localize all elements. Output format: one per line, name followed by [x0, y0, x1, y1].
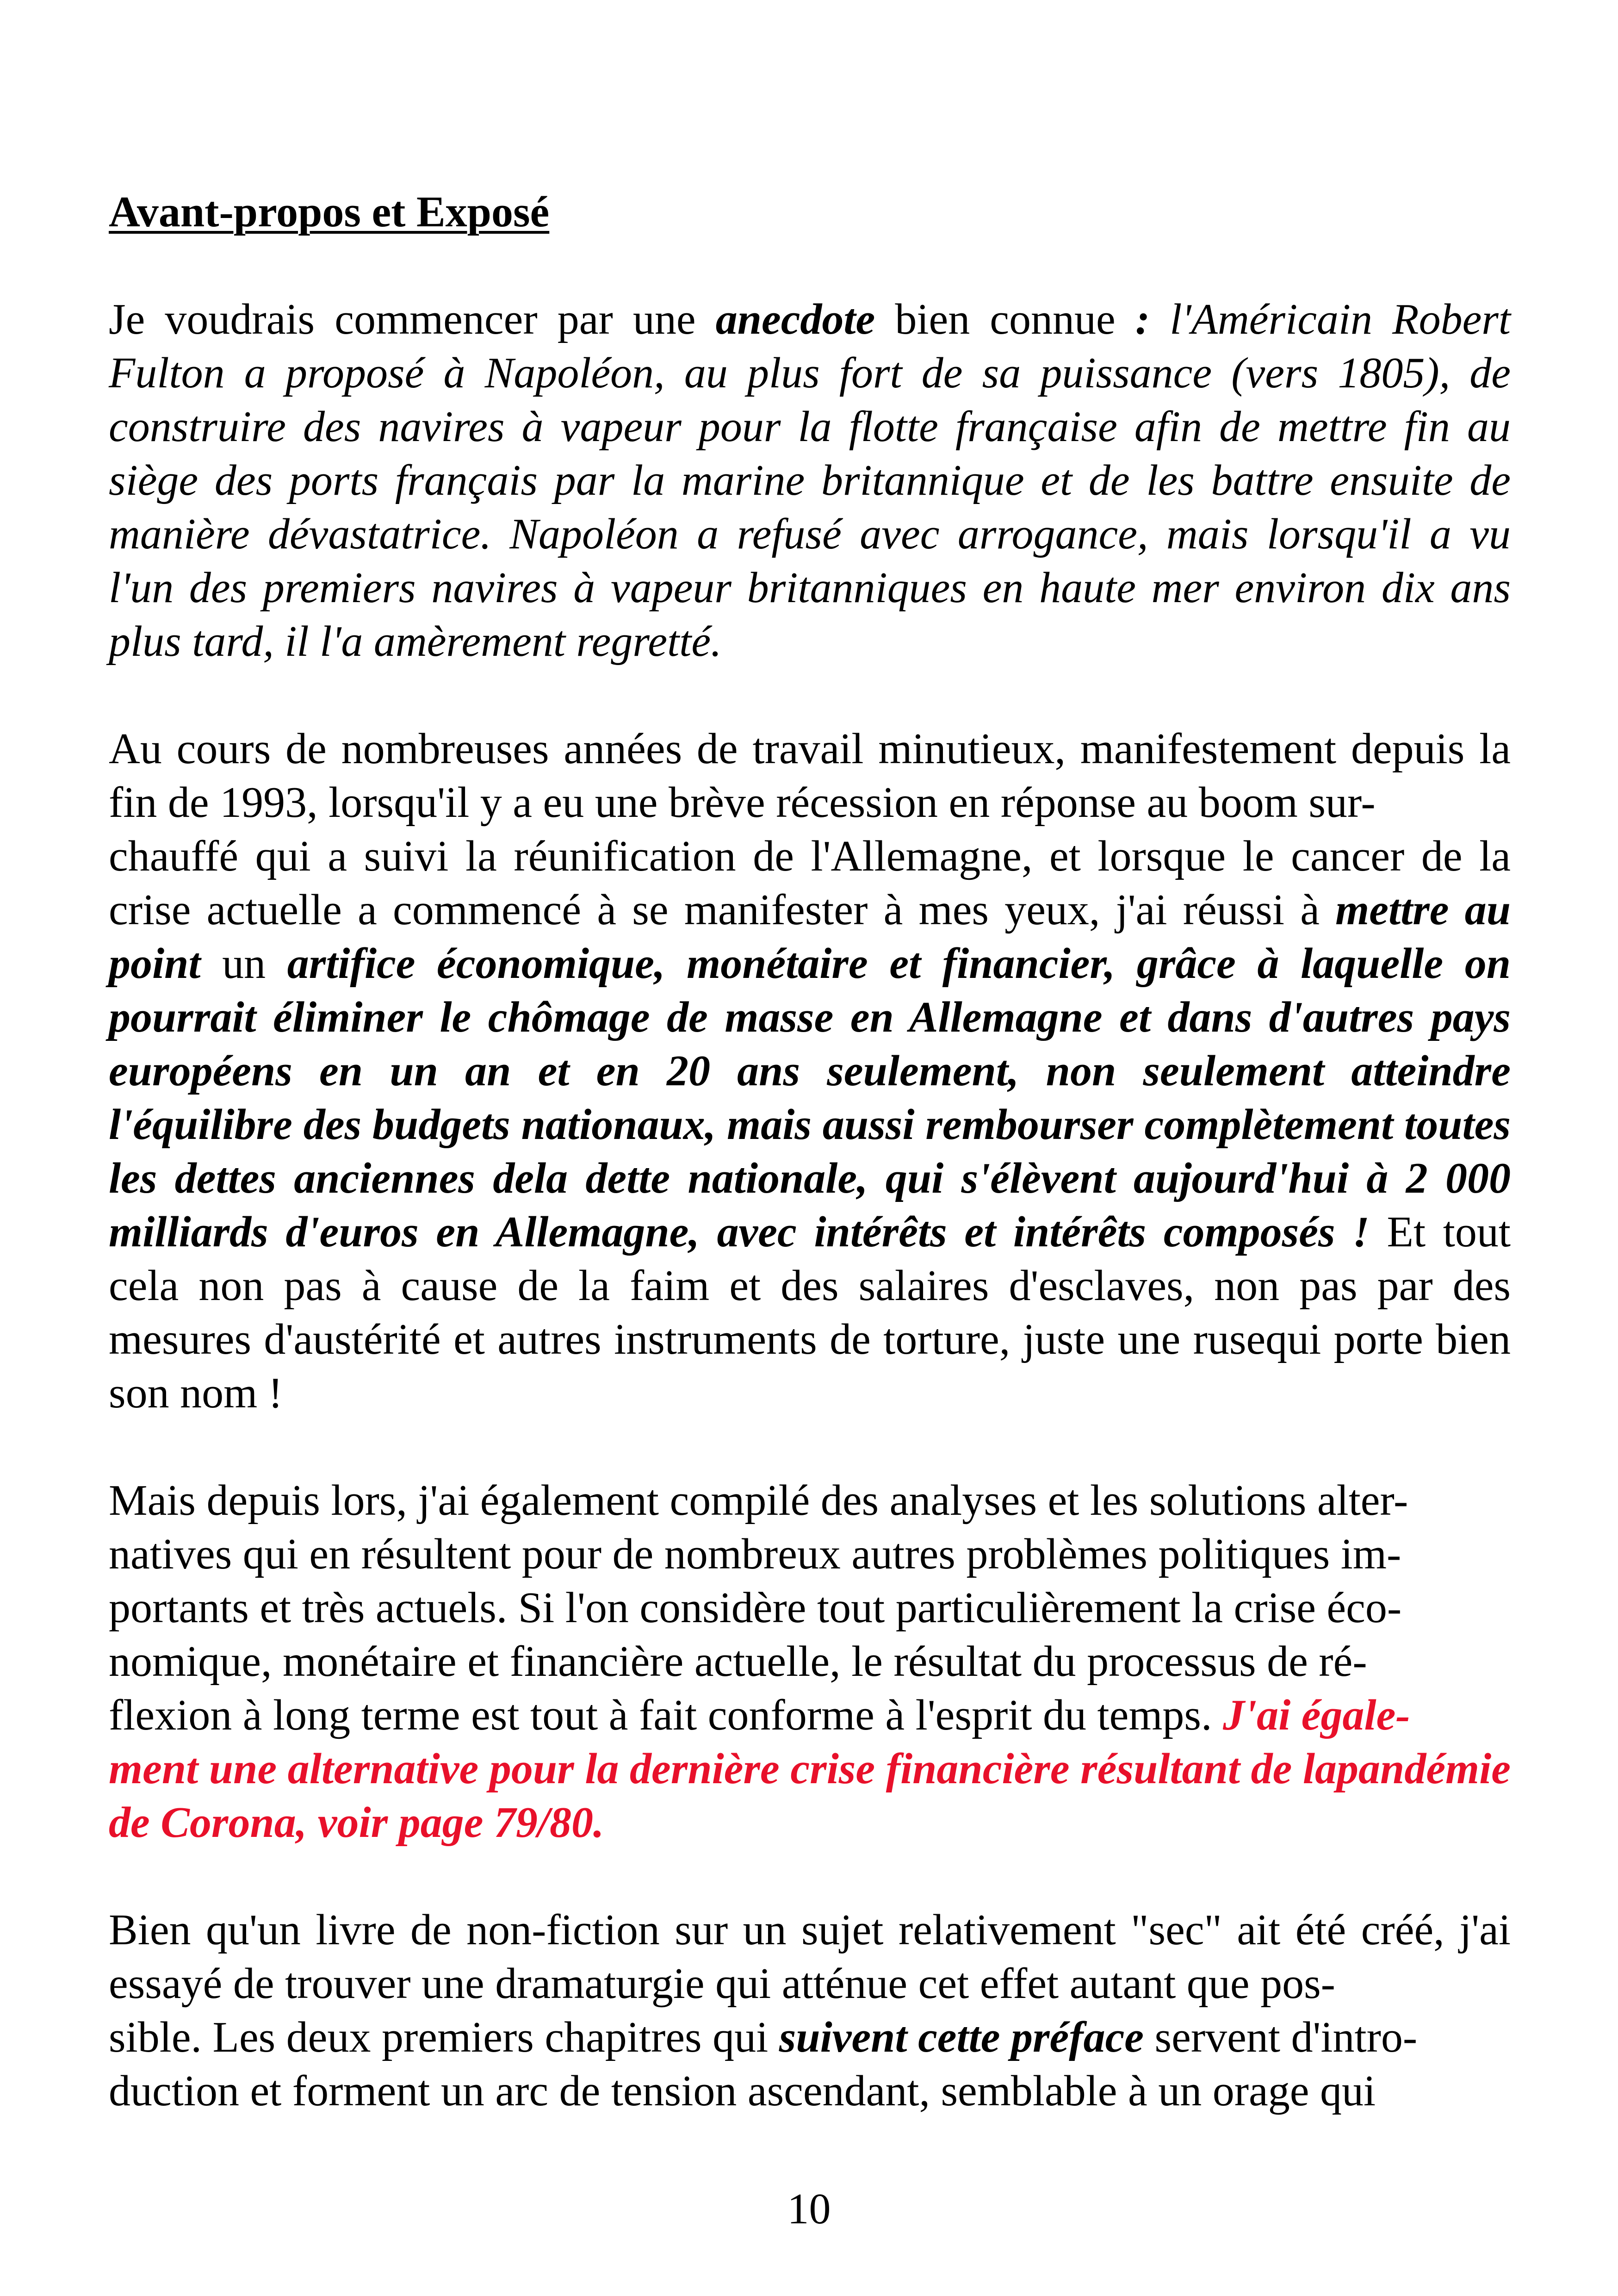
- emphasis-artifice: artifice économique, monétaire et financier, grâce à laquelle on pourrait éliminer le chômage de masse en Allemagne et dans d'autres pays européens en un an et en 20 ans seulement, non seulement atteindre l'équilibre des budgets nationaux, mais aussi rembourser complètement toutes les dettes anciennes dela dette nationale, qui s'élèvent aujourd'hui à 2 000 milliards d'euros en Allemagne, avec intérêts et intérêts composés !: [109, 940, 1511, 1256]
- text-run: Au cours de nombreuses années de travail minutieux, manifestement depuis la fin de 1993, lorsqu'il y a eu une brève récession en réponse au boom sur- chauffé qui a suivi la réunification de l'Allemagne, et lorsque le cancer de la crise actuelle a commencé à se manifester à mes yeux, j'ai réussi à: [109, 725, 1511, 934]
- text-run: bien connue: [875, 295, 1135, 343]
- italic-anecdote-text: l'Américain Robert Fulton a proposé à Napoléon, au plus fort de sa puissance (vers 1805), de construire des navires à vapeur pour la flotte française afin de mettre fin au siège des ports français par la marine britannique et de les battre ensuite de manière dévastatrice. Napoléon a refusé avec arrogance, mais lorsqu'il a vu l'un des premiers navires à vapeur britanniques en haute mer environ dix ans plus tard, il l'a amèrement regretté.: [109, 295, 1511, 666]
- paragraph-dramaturgie: [109, 1903, 1511, 2118]
- highlight-corona: J'ai égale- ment une alternative pour la dernière crise financière résultant de lapandémie de Corona, voir page 79/80.: [109, 1691, 1511, 1847]
- section-heading: Avant-propos et Exposé: [109, 188, 550, 236]
- emphasis-anecdote: anecdote: [715, 295, 875, 343]
- text-run: Bien qu'un livre de non-fiction sur un sujet relativement "sec" ait été créé, j'ai essayé de trouver une dramaturgie qui atténue cet effet autant que pos- sible. Les deux premiers chapitres qui: [109, 1906, 1511, 2061]
- text-run: servent d'intro- duction et forment un arc de tension ascendant, semblable à un orage qui: [109, 2013, 1418, 2115]
- emphasis-colon: :: [1135, 295, 1150, 343]
- text-run: Et tout cela non pas à cause de la faim et des salaires d'esclaves, non pas par des mesures d'austérité et autres instruments de torture, juste une rusequi porte bien son nom !: [109, 1208, 1511, 1417]
- text-run: un: [200, 940, 287, 988]
- emphasis-preface: suivent cette préface: [779, 2013, 1144, 2061]
- paragraph-anecdote: [109, 292, 1511, 668]
- paragraph-artifice: [109, 722, 1511, 1420]
- emphasis-mettre-au-point: mettre au point: [109, 886, 1511, 988]
- text-run: Mais depuis lors, j'ai également compilé des analyses et les solutions alter- natives qui en résultent pour de nombreux autres problèmes politiques im- portants et très actuels. Si l'on considère tout particulièrement la crise éco- nomique, monétaire et financière actuelle, le résultat du processus de ré- flexion à long terme est tout à fait conforme à l'esprit du temps.: [109, 1476, 1408, 1739]
- page-number: 10: [787, 2185, 831, 2233]
- text-run: Je voudrais commencer par une: [109, 295, 716, 343]
- paragraph-analyses: [109, 1474, 1511, 1849]
